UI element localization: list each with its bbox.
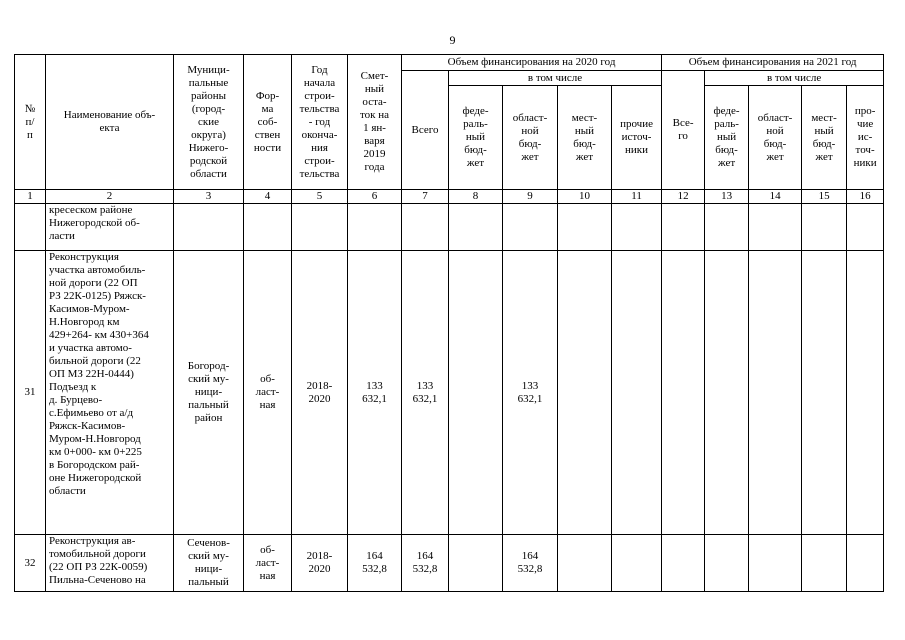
table-row (15, 251, 884, 535)
header-municipal: Муници- пальные районы (город- ские округа) Нижего- родской области (174, 55, 244, 190)
cell-total-2021 (662, 535, 705, 592)
header-name: Наименование объ- екта (46, 55, 174, 190)
cell-other-2020 (612, 204, 662, 251)
cell-municipal: Сеченов- ский му- ници- пальный (174, 535, 244, 592)
cell-local-2021 (802, 535, 847, 592)
cell-municipal: Богород- ский му- ници- пальный район (174, 251, 244, 535)
cell-total-2020: 133 632,1 (402, 251, 449, 535)
cell-ownership: об- ласт- ная (244, 535, 292, 592)
header-financing-2020: Объем финансирования на 2020 год (402, 55, 662, 71)
column-numbers-row (15, 190, 884, 204)
cell-regional-2020: 164 532,8 (503, 535, 558, 592)
cell-other-2020 (612, 535, 662, 592)
cell-federal-2020 (449, 204, 503, 251)
table-row-continuation (15, 204, 884, 251)
cell-other-2020 (612, 251, 662, 535)
header-financing-2021: Объем финансирования на 2021 год (662, 55, 884, 71)
cell-regional-2021 (749, 535, 802, 592)
cell-years: 2018- 2020 (292, 251, 348, 535)
header-estimate: Смет- ный оста- ток на 1 ян- варя 2019 года (348, 55, 402, 190)
cell-local-2020 (558, 251, 612, 535)
column-number: 2 (46, 190, 174, 204)
header-total-2020: Всего (402, 71, 449, 190)
page-number: 9 (449, 33, 456, 47)
cell-regional-2020: 133 632,1 (503, 251, 558, 535)
cell-other-2021 (847, 204, 884, 251)
column-number: 1 (15, 190, 46, 204)
cell-object-name: Реконструкция ав- томобильной дороги (22 ОП РЗ 22К-0059) Пильна-Сеченово на (46, 535, 174, 592)
cell-federal-2021 (705, 251, 749, 535)
cell-total-2021 (662, 204, 705, 251)
header-num: № п/ п (15, 55, 46, 190)
cell-local-2021 (802, 251, 847, 535)
cell-num: 32 (15, 535, 46, 592)
cell-local-2021 (802, 204, 847, 251)
column-number: 12 (662, 190, 705, 204)
cell-estimate (348, 204, 402, 251)
header-federal-2021: феде- раль- ный бюд- жет (705, 86, 749, 190)
cell-num: 31 (15, 251, 46, 535)
cell-local-2020 (558, 535, 612, 592)
table-row (15, 535, 884, 592)
column-number: 16 (847, 190, 884, 204)
column-number: 6 (348, 190, 402, 204)
header-including-2020: в том числе (449, 71, 662, 86)
cell-federal-2020 (449, 535, 503, 592)
cell-other-2021 (847, 251, 884, 535)
header-federal-2020: феде- раль- ный бюд- жет (449, 86, 503, 190)
header-total-2021: Все- го (662, 71, 705, 190)
cell-object-name: кресеском районе Нижегородской об- ласти (46, 204, 174, 251)
header-regional-2021: област- ной бюд- жет (749, 86, 802, 190)
financing-table (14, 54, 884, 592)
column-number: 9 (503, 190, 558, 204)
header-other-2020: прочие источ- ники (612, 86, 662, 190)
cell-municipal (174, 204, 244, 251)
column-number: 15 (802, 190, 847, 204)
cell-estimate: 133 632,1 (348, 251, 402, 535)
cell-federal-2021 (705, 204, 749, 251)
cell-years (292, 204, 348, 251)
header-local-2020: мест- ный бюд- жет (558, 86, 612, 190)
cell-ownership (244, 204, 292, 251)
cell-federal-2020 (449, 251, 503, 535)
cell-estimate: 164 532,8 (348, 535, 402, 592)
column-number: 10 (558, 190, 612, 204)
cell-regional-2021 (749, 251, 802, 535)
cell-regional-2021 (749, 204, 802, 251)
header-regional-2020: област- ной бюд- жет (503, 86, 558, 190)
cell-years: 2018- 2020 (292, 535, 348, 592)
header-including-2021: в том числе (705, 71, 884, 86)
column-number: 13 (705, 190, 749, 204)
column-number: 8 (449, 190, 503, 204)
cell-object-name: Реконструкция участка автомобиль- ной дороги (22 ОП РЗ 22К-0125) Ряжск- Касимов-Муром- Н.Новгород км 429+264- км 430+364 и участка автомо- бильной дороги (22 ОП МЗ 22Н-0444) Подъезд к д. Бурцево- с.Ефимьево от а/д Ряжск-Касимов- Муром-Н.Новгород км 0+000- км 0+225 в Богородском рай- оне Нижегородской области (46, 251, 174, 535)
column-number: 7 (402, 190, 449, 204)
cell-ownership: об- ласт- ная (244, 251, 292, 535)
cell-federal-2021 (705, 535, 749, 592)
column-number: 3 (174, 190, 244, 204)
cell-total-2020: 164 532,8 (402, 535, 449, 592)
column-number: 11 (612, 190, 662, 204)
header-years: Год начала строи- тельства - год оконча- ния строи- тельства (292, 55, 348, 190)
header-local-2021: мест- ный бюд- жет (802, 86, 847, 190)
cell-total-2020 (402, 204, 449, 251)
cell-total-2021 (662, 251, 705, 535)
header-other-2021: про- чие ис- точ- ники (847, 86, 884, 190)
cell-local-2020 (558, 204, 612, 251)
cell-regional-2020 (503, 204, 558, 251)
column-number: 5 (292, 190, 348, 204)
header-ownership: Фор- ма соб- ствен ности (244, 55, 292, 190)
cell-other-2021 (847, 535, 884, 592)
column-number: 4 (244, 190, 292, 204)
cell-num (15, 204, 46, 251)
column-number: 14 (749, 190, 802, 204)
